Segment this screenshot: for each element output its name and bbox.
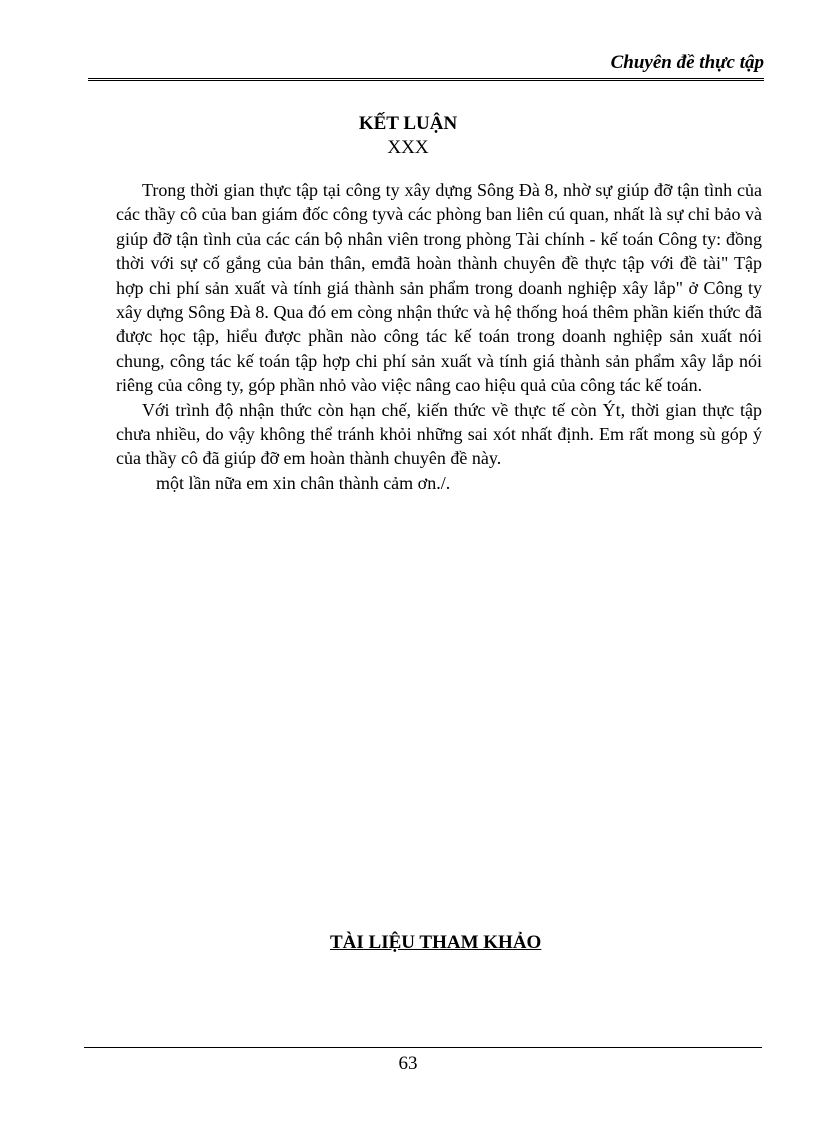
header-rule xyxy=(88,78,764,81)
page-number: 63 xyxy=(398,1053,418,1074)
running-header-title: Chuyên đề thực tập xyxy=(610,52,764,73)
paragraph-conclusion-2: Với trình độ nhận thức còn hạn chế, kiến thức về thực tế còn Ýt, thời gian thực tập chưa nhiều, do vậy không thể tránh khỏi những sai xót nhất định. Em rất mong sù góp ý của thầy cô đã giúp đỡ em hoàn thành chuyên đề này. xyxy=(116,399,762,469)
closing-line: một lần nữa em xin chân thành cảm ơn./. xyxy=(156,472,451,493)
section-heading: KẾT LUẬN xyxy=(358,113,458,134)
footer-rule xyxy=(84,1047,762,1048)
references-heading: TÀI LIỆU THAM KHẢO xyxy=(330,932,542,953)
section-heading-mark: XXX xyxy=(387,137,429,158)
body-text xyxy=(116,178,762,495)
paragraph-conclusion-1: Trong thời gian thực tập tại công ty xây dựng Sông Đà 8, nhờ sự giúp đỡ tận tình của các thầy cô của ban giám đốc công tyvà các phòng ban liên cú quan, nhất là sự chỉ bảo và giúp đỡ tận tình của các cán bộ nhân viên trong phòng Tài chính - kế toán Công ty: đồng thời với sự cố gắng của bản thân, emđã hoàn thành chuyên đề thực tập với đề tài" Tập hợp chi phí sản xuất và tính giá thành sản phẩm trong doanh nghiệp xây lắp" ở Công ty xây dựng Sông Đà 8. Qua đó em còng nhận thức và hệ thống hoá thêm phần kiến thức đã được học tập, hiểu được phần nào công tác kế toán trong doanh nghiệp sản xuất nói chung, công tác kế toán tập hợp chi phí sản xuất và tính giá thành sản phẩm xây lắp nói riêng của công ty, góp phần nhỏ vào việc nâng cao hiệu quả của công tác kế toán. xyxy=(116,180,762,396)
